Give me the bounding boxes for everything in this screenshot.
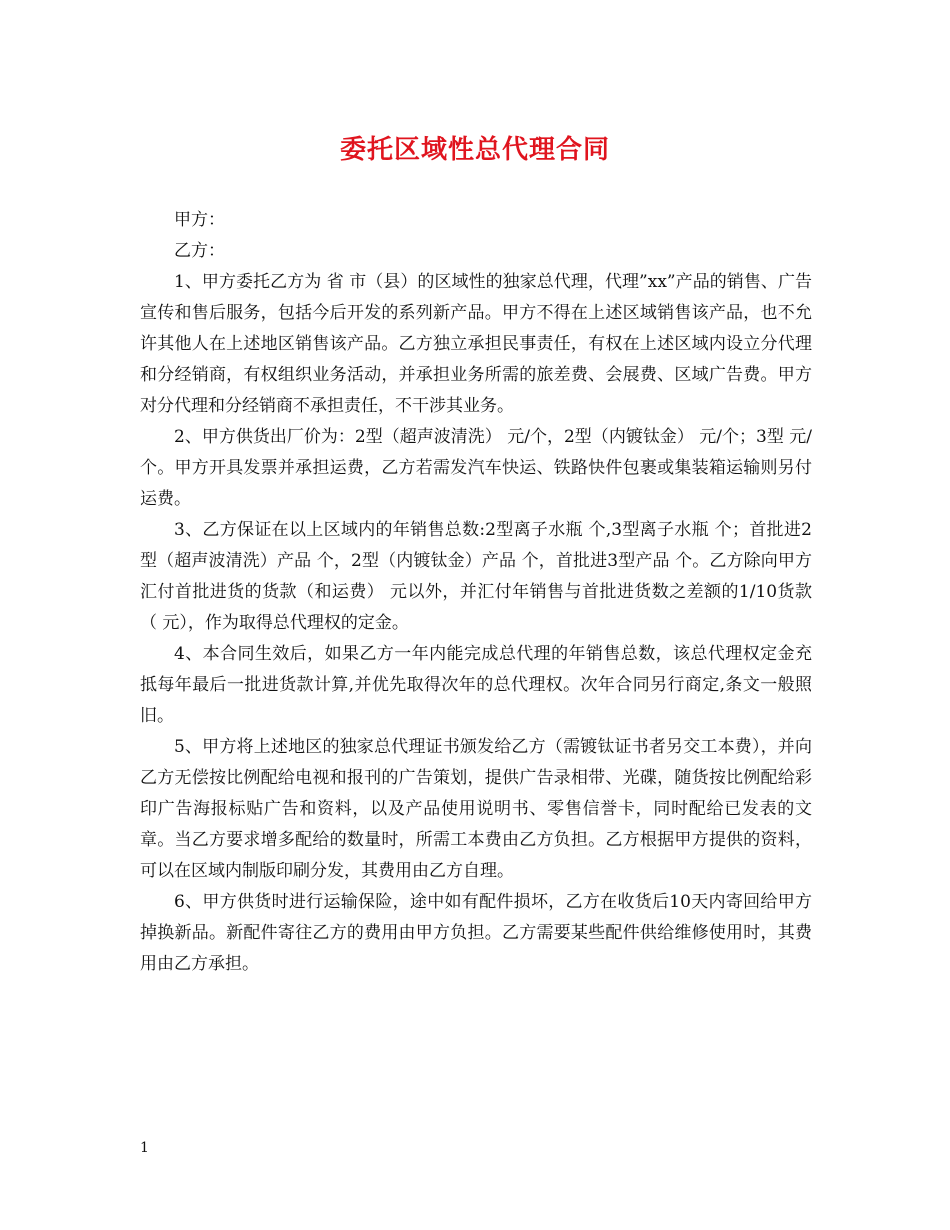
clause-3: 3、乙方保证在以上区域内的年销售总数:2型离子水瓶 个,3型离子水瓶 个；首批进2型（超声波清洗）产品 个，2型（内镀钛金）产品 个，首批进3型产品 个。乙方除向甲方汇付首批进货的货款（和运费） 元以外，并汇付年销售与首批进货数之差额的1/10货款（ 元），作为取得总代理权的定金。 bbox=[140, 520, 812, 633]
document-body bbox=[140, 205, 812, 980]
document-title: 委托区域性总代理合同 bbox=[339, 135, 610, 165]
clause-2: 2、甲方供货出厂价为：2型（超声波清洗） 元/个，2型（内镀钛金） 元/个；3型 元/个。甲方开具发票并承担运费，乙方若需发汽车快运、铁路快件包裹或集装箱运输则另付运费。 bbox=[140, 427, 812, 509]
party-a-label: 甲方： bbox=[174, 210, 225, 230]
party-b-label: 乙方： bbox=[174, 241, 225, 261]
clause-6: 6、甲方供货时进行运输保险，途中如有配件损坏，乙方在收货后10天内寄回给甲方掉换新品。新配件寄往乙方的费用由甲方负担。乙方需要某些配件供给维修使用时，其费用由乙方承担。 bbox=[140, 892, 812, 974]
clause-5: 5、甲方将上述地区的独家总代理证书颁发给乙方（需镀钛证书者另交工本费），并向乙方无偿按比例配给电视和报刊的广告策划，提供广告录相带、光碟，随货按比例配给彩印广告海报标贴广告和资料，以及产品使用说明书、零售信誉卡，同时配给已发表的文章。当乙方要求增多配给的数量时，所需工本费由乙方负担。乙方根据甲方提供的资料，可以在区域内制版印刷分发，其费用由乙方自理。 bbox=[140, 737, 812, 881]
clause-1: 1、甲方委托乙方为 省 市（县）的区域性的独家总代理，代理”xx”产品的销售、广告宣传和售后服务，包括今后开发的系列新产品。甲方不得在上述区域销售该产品，也不允许其他人在上述地区销售该产品。乙方独立承担民事责任，有权在上述区域内设立分代理和分经销商，有权组织业务活动，并承担业务所需的旅差费、会展费、区域广告费。甲方对分代理和分经销商不承担责任，不干涉其业务。 bbox=[140, 272, 812, 416]
clause-4: 4、本合同生效后，如果乙方一年内能完成总代理的年销售总数，该总代理权定金充抵每年最后一批进货款计算,并优先取得次年的总代理权。次年合同另行商定,条文一般照旧。 bbox=[140, 644, 812, 726]
page-number: 1 bbox=[140, 1140, 149, 1156]
